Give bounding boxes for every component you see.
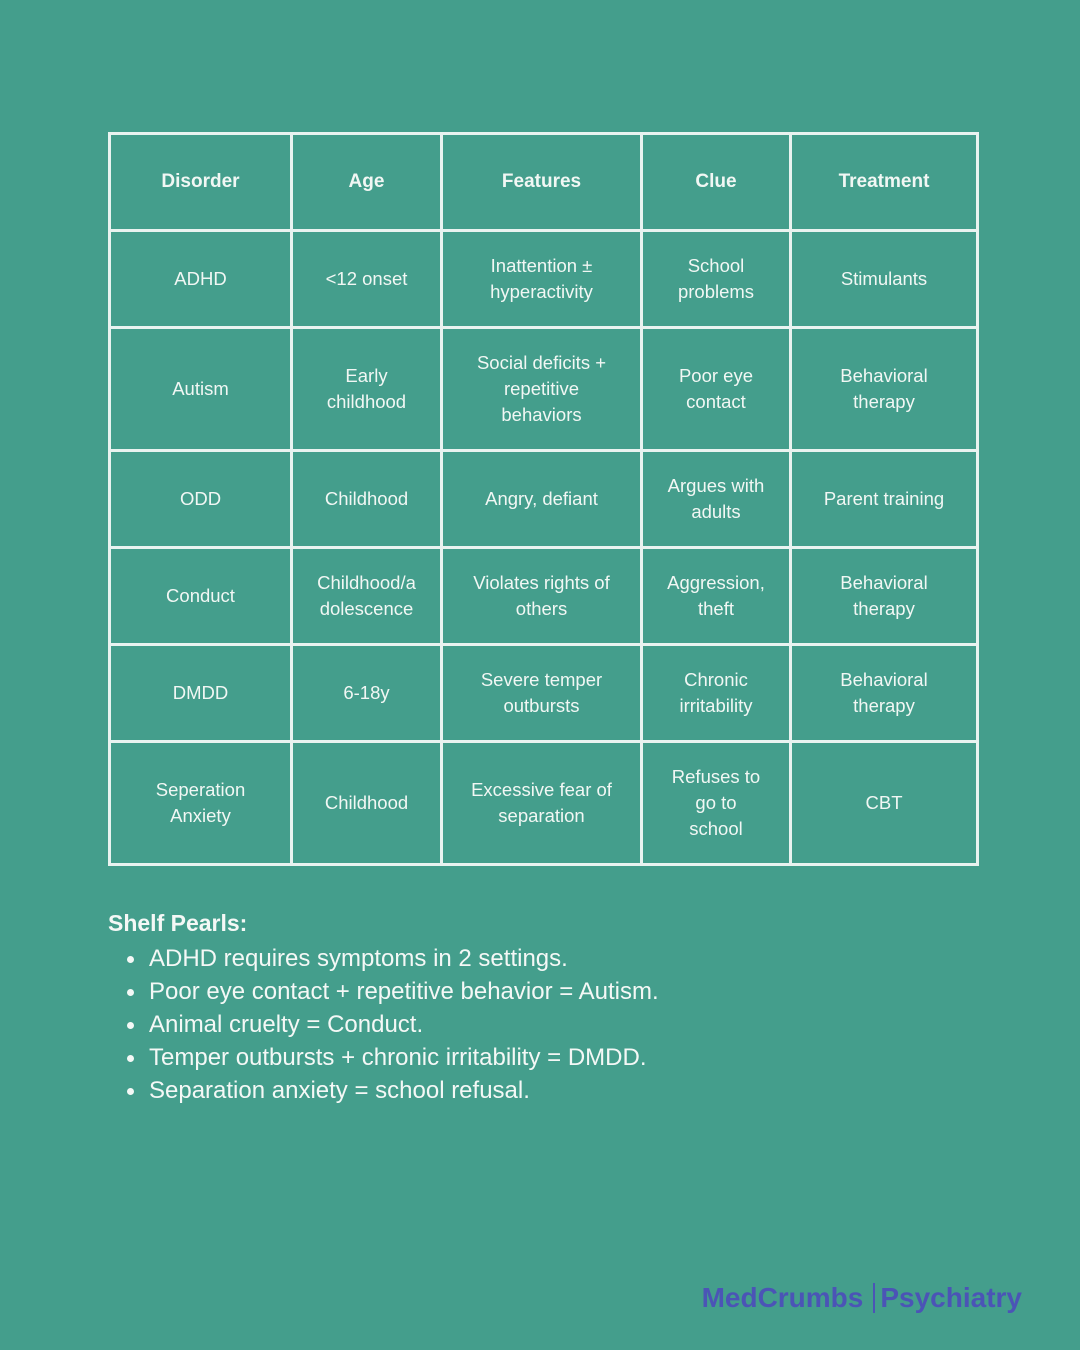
disorders-table: [108, 132, 979, 866]
table-row: [110, 742, 978, 865]
header-age: Age: [292, 134, 442, 231]
cell-treatment: Behavioral therapy: [791, 328, 978, 451]
cell-treatment: Parent training: [791, 451, 978, 548]
shelf-pearls-title: Shelf Pearls:: [108, 910, 248, 936]
table-row: [110, 231, 978, 328]
cell-age: Childhood: [292, 451, 442, 548]
shelf-pearls: [108, 908, 988, 1107]
bullet-icon: [127, 1055, 134, 1062]
cell-treatment: Behavioral therapy: [791, 548, 978, 645]
cell-clue: Poor eye contact: [642, 328, 791, 451]
header-features: Features: [442, 134, 642, 231]
list-item: [149, 1074, 988, 1107]
pearl-text: Poor eye contact + repetitive behavior = Autism.: [149, 978, 659, 1005]
list-item: [149, 975, 988, 1008]
cell-clue: Aggression, theft: [642, 548, 791, 645]
cell-features: Inattention ± hyperactivity: [442, 231, 642, 328]
cell-disorder: Autism: [110, 328, 292, 451]
cell-age: 6-18y: [292, 645, 442, 742]
cell-age: Childhood: [292, 742, 442, 865]
cell-features: Severe temper outbursts: [442, 645, 642, 742]
cell-clue: Chronic irritability: [642, 645, 791, 742]
cell-treatment: Behavioral therapy: [791, 645, 978, 742]
cell-clue: Argues with adults: [642, 451, 791, 548]
table-row: [110, 328, 978, 451]
bullet-icon: [127, 956, 134, 963]
bullet-icon: [127, 989, 134, 996]
cell-treatment: Stimulants: [791, 231, 978, 328]
table-row: [110, 645, 978, 742]
list-item: [149, 1041, 988, 1074]
cell-treatment: CBT: [791, 742, 978, 865]
brand-section: Psychiatry: [880, 1282, 1022, 1313]
cell-features: Violates rights of others: [442, 548, 642, 645]
pearl-text: Temper outbursts + chronic irritability = DMDD.: [149, 1044, 647, 1071]
brand-name: MedCrumbs: [701, 1282, 864, 1313]
table-header-row: [110, 134, 978, 231]
pearl-text: Separation anxiety = school refusal.: [149, 1077, 530, 1104]
bullet-icon: [127, 1022, 134, 1029]
shelf-pearls-list: [108, 942, 988, 1107]
brand-logo: [702, 1282, 1022, 1314]
cell-disorder: Conduct: [110, 548, 292, 645]
list-item: [149, 1008, 988, 1041]
header-clue: Clue: [642, 134, 791, 231]
cell-features: Social deficits + repetitive behaviors: [442, 328, 642, 451]
cell-disorder: Seperation Anxiety: [110, 742, 292, 865]
cell-disorder: DMDD: [110, 645, 292, 742]
pearl-text: ADHD requires symptoms in 2 settings.: [149, 945, 568, 972]
cell-age: Early childhood: [292, 328, 442, 451]
cell-age: <12 onset: [292, 231, 442, 328]
list-item: [149, 942, 988, 975]
cell-clue: Refuses to go to school: [642, 742, 791, 865]
header-treatment: Treatment: [791, 134, 978, 231]
cell-clue: School problems: [642, 231, 791, 328]
cell-disorder: ADHD: [110, 231, 292, 328]
bullet-icon: [127, 1088, 134, 1095]
table-row: [110, 548, 978, 645]
table-row: [110, 451, 978, 548]
cell-features: Angry, defiant: [442, 451, 642, 548]
cell-disorder: ODD: [110, 451, 292, 548]
pearl-text: Animal cruelty = Conduct.: [149, 1011, 424, 1038]
cell-age: Childhood/a dolescence: [292, 548, 442, 645]
cell-features: Excessive fear of separation: [442, 742, 642, 865]
header-disorder: Disorder: [110, 134, 292, 231]
brand-divider: [873, 1283, 875, 1313]
